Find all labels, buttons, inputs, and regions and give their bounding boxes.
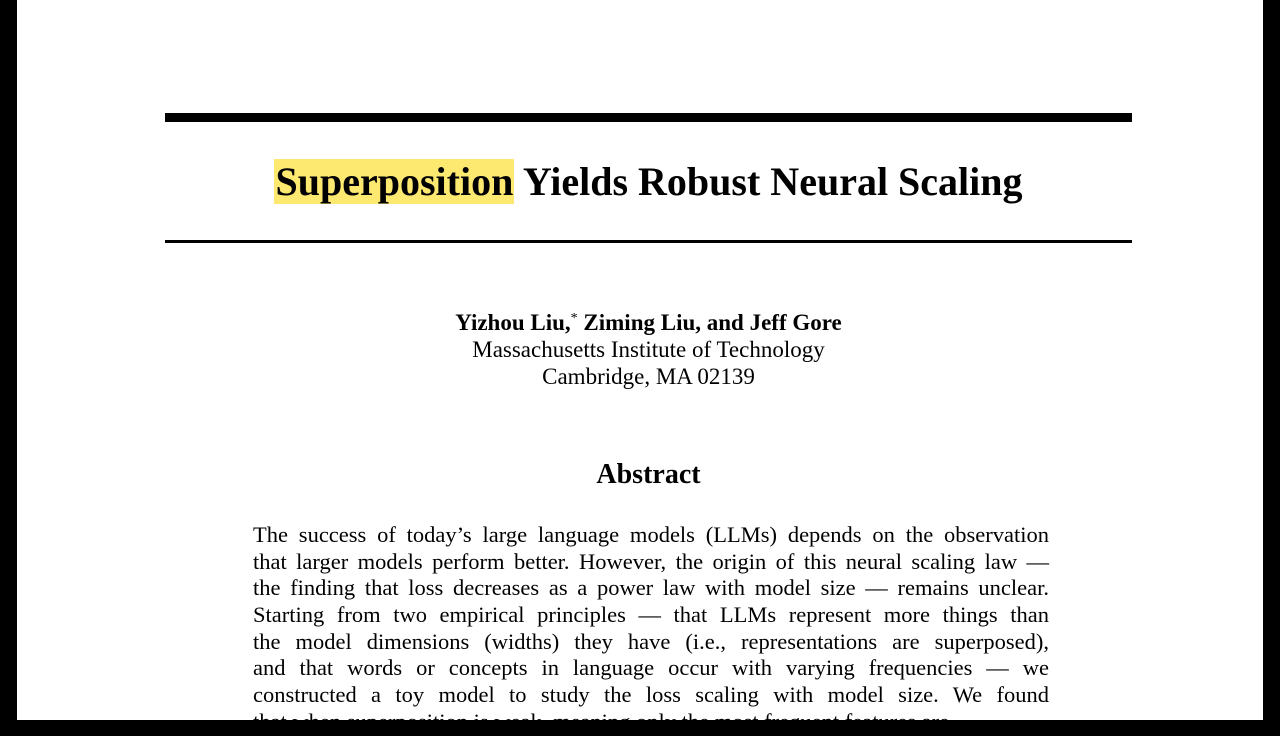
abstract-line: and that words or concepts in language occur with varying frequencies — we [253,655,1049,681]
title-top-rule [165,113,1132,122]
abstract-heading: Abstract [596,459,701,490]
title-bottom-rule [165,240,1132,243]
abstract-line: the finding that loss decreases as a power law with model size — remains unclear. [253,575,1049,601]
other-authors: Ziming Liu, and Jeff Gore [577,310,842,335]
abstract-line: that when superposition is weak, meaning only the most frequent features are [253,708,950,734]
author-block [165,309,1132,390]
author-names [165,309,1132,336]
abstract-line: the model dimensions (widths) they have (i.e., representations are superposed), [253,628,1049,654]
abstract-line: constructed a toy model to study the loss scaling with model size. We found [253,682,1049,708]
title-rest: Yields Robust Neural Scaling [514,159,1023,204]
paper-page [17,0,1263,734]
footnote-mark[interactable]: * [570,311,578,326]
abstract-body [253,522,1049,736]
abstract-line: The success of today’s large language models (LLMs) depends on the observation [253,522,1049,547]
first-author: Yizhou Liu, [455,310,571,335]
highlighted-title-word[interactable]: Superposition [275,159,514,204]
affiliation: Massachusetts Institute of Technology [472,337,825,362]
address: Cambridge, MA 02139 [542,364,755,389]
abstract-line: that larger models perform better. However, the origin of this neural scaling law — [253,548,1049,574]
abstract-line: Starting from two empirical principles — that LLMs represent more things than [253,602,1049,628]
paper-title [165,156,1132,208]
